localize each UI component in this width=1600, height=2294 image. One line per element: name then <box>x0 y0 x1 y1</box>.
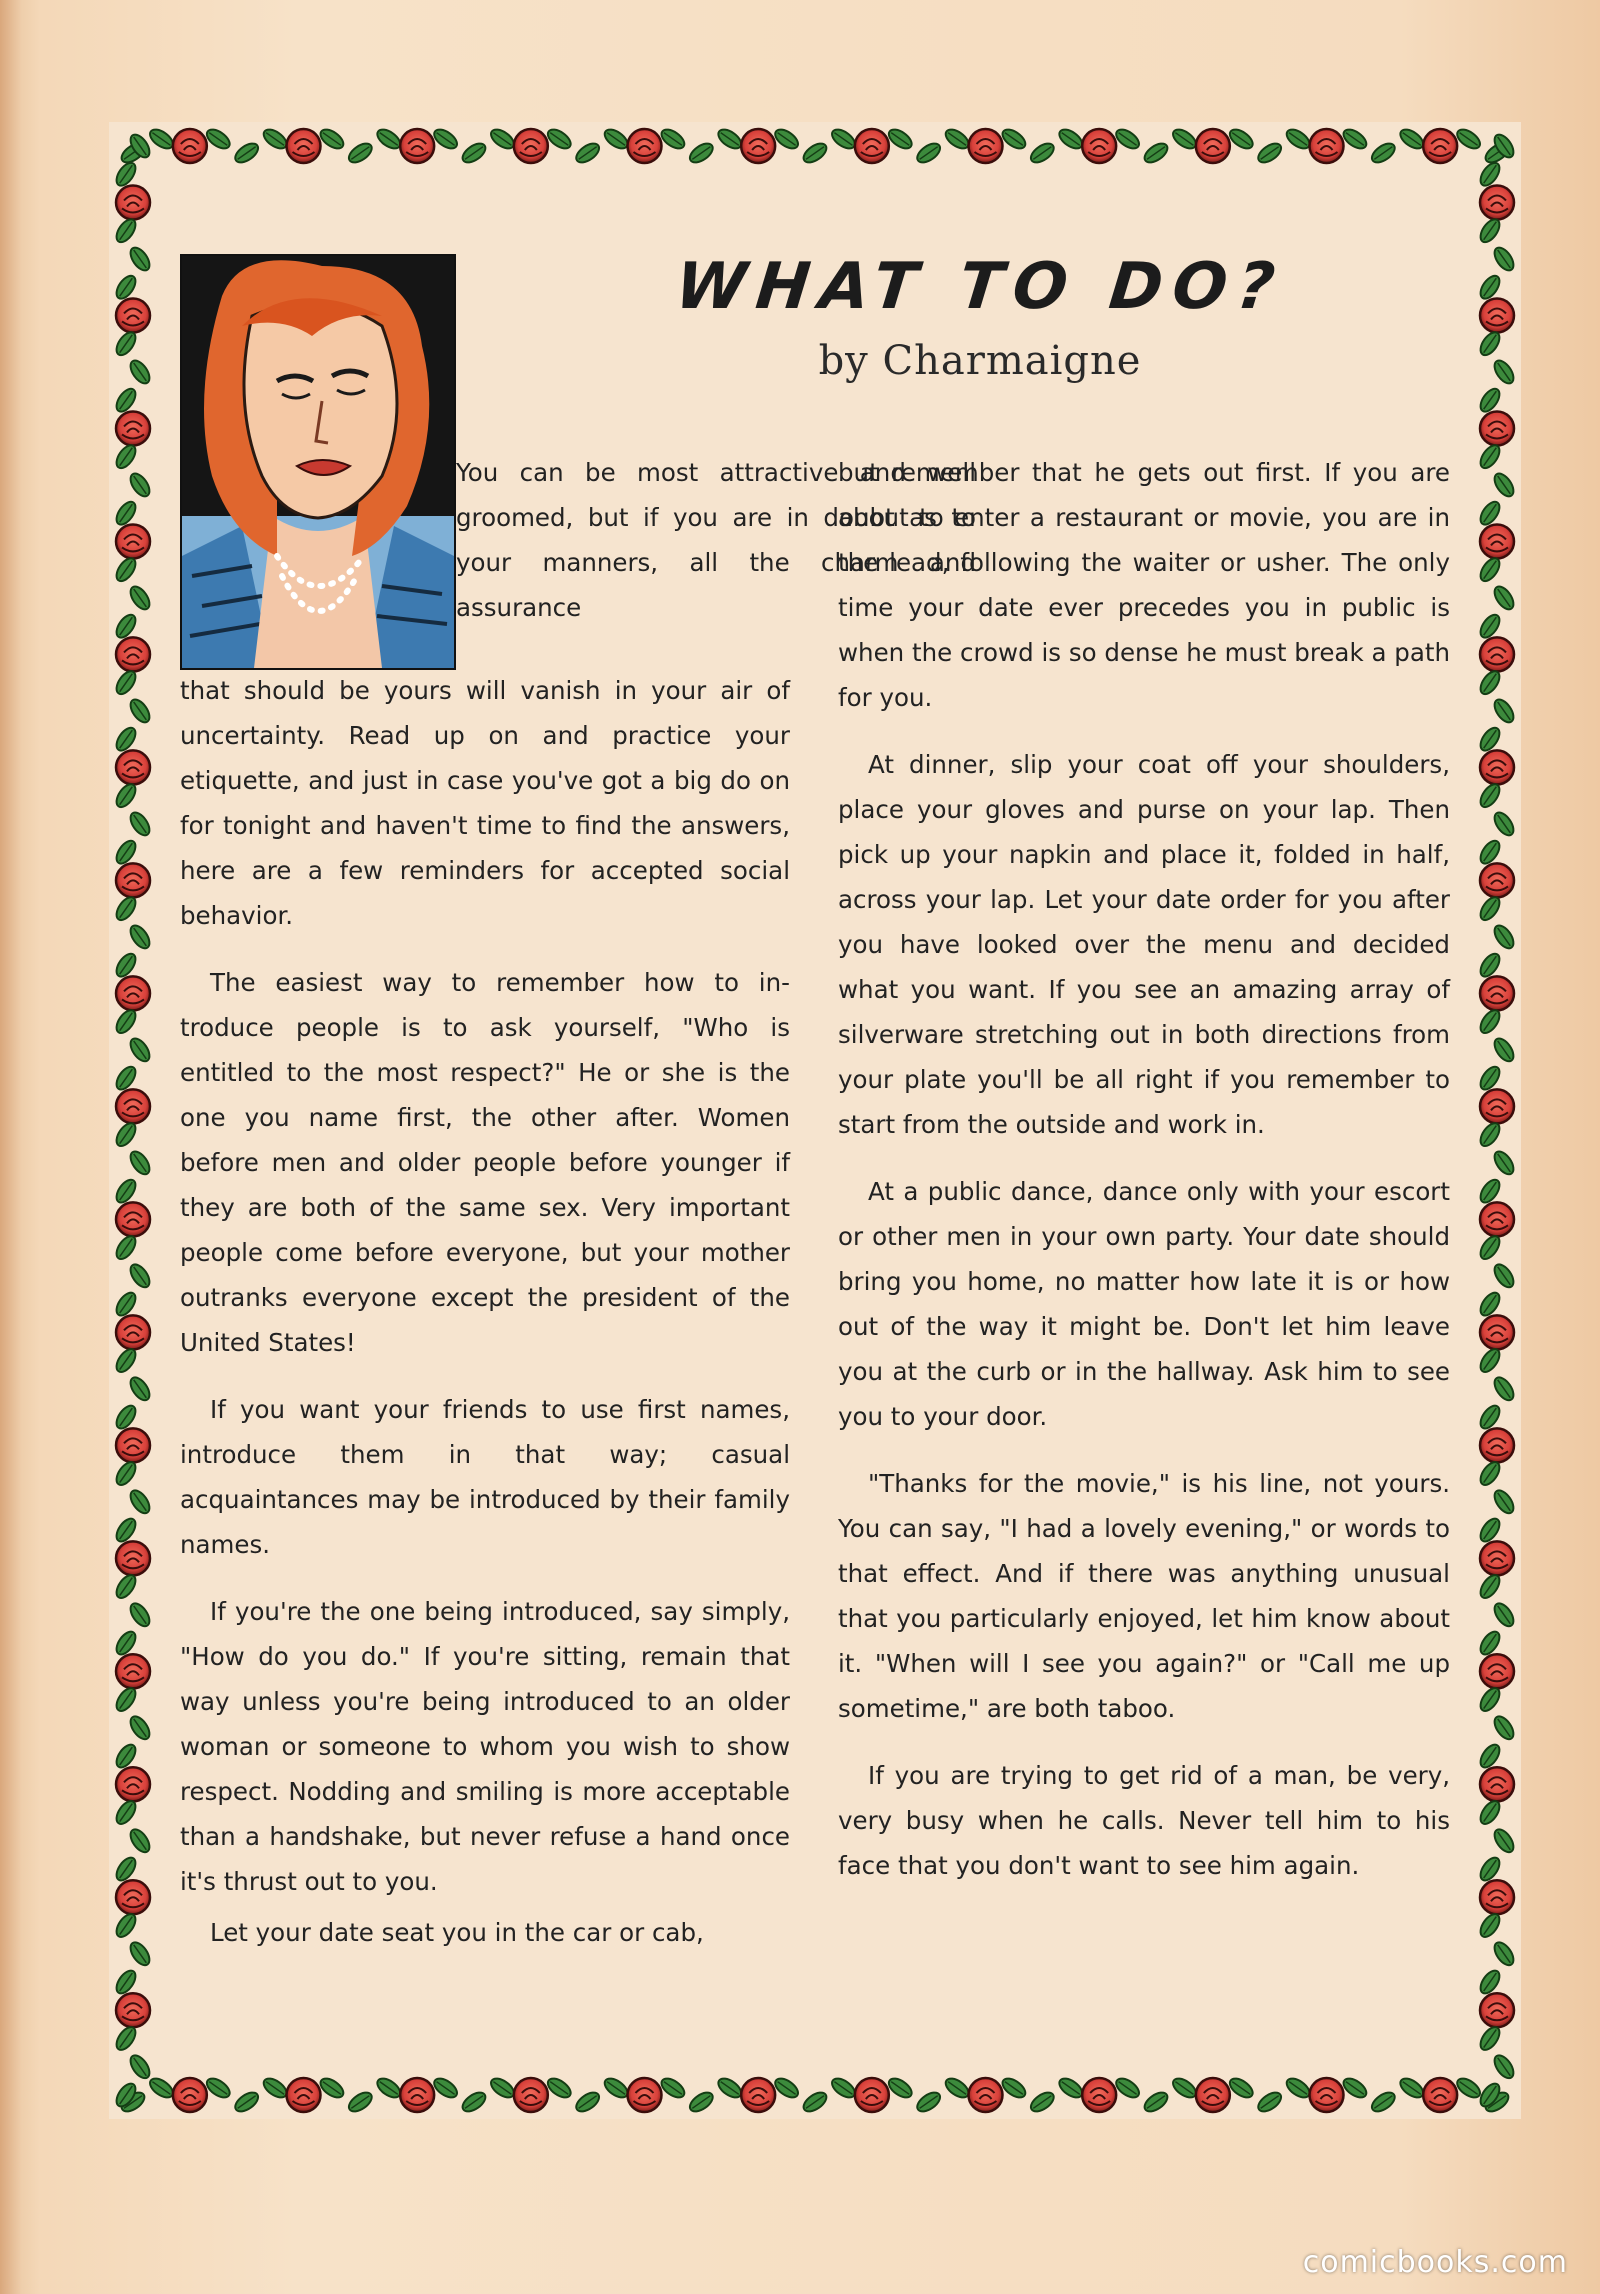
rose-icon <box>1480 1428 1514 1462</box>
paragraph-get-rid: If you are trying to get rid of a man, be very, very busy when he calls. Never tell him to his face that you don't want to see him again. <box>838 1761 1450 1880</box>
intro-paragraph-part1: You can be most attractive and well groomed, but if you are in doubt as to your manners, all the charm and assurance <box>456 458 976 622</box>
woman-portrait-image <box>182 256 454 668</box>
left-column <box>180 668 790 1977</box>
article <box>180 250 1450 2030</box>
rose-icon <box>1310 129 1344 163</box>
rose-icon <box>1480 1880 1514 1914</box>
page-binding-edge <box>0 0 22 2294</box>
rose-icon <box>116 1880 150 1914</box>
rose-icon <box>1480 637 1514 671</box>
rose-icon <box>1082 2078 1116 2112</box>
rose-icon <box>116 1541 150 1575</box>
rose-icon <box>855 129 889 163</box>
rose-icon <box>1423 2078 1457 2112</box>
rose-icon <box>287 129 321 163</box>
rose-icon <box>1480 411 1514 445</box>
rose-icon <box>1480 524 1514 558</box>
rose-icon <box>1480 1315 1514 1349</box>
rose-icon <box>514 129 548 163</box>
rose-icon <box>400 129 434 163</box>
paragraph-dinner: At dinner, slip your coat off your shoulders, place your gloves and purse on your lap. Then pick up your napkin and place it, folded in half, across your lap. Let your date order for you after you have looked over the menu and decided what you want. If you see an amazing array of silverware stretching out in both directions from your plate you'll be all right if you remember to start from the outside and work in. <box>838 750 1450 1139</box>
watermark-text: comicbooks.com <box>1302 2245 1568 2280</box>
rose-icon <box>116 1202 150 1236</box>
rose-icon <box>287 2078 321 2112</box>
rose-icon <box>1196 129 1230 163</box>
rose-icon <box>173 129 207 163</box>
rose-icon <box>1480 750 1514 784</box>
rose-icon <box>116 750 150 784</box>
paragraph-first-names: If you want your friends to use first names, introduce them in that way; casual acquaintances may be introduced by their family names. <box>180 1395 790 1559</box>
paragraph-introductions: The easiest way to remember how to introduce people is to ask yourself, "Who is entitled to the most respect?" He or she is the one you name first, the other after. Women before men and older people before younger if they are both of the same sex. Very important people come before everyone, but your mother outranks everyone except the president of the United States! <box>180 968 790 1357</box>
paragraph-being-introduced: If you're the one being introduced, say simply, "How do you do." If you're sitting, remain that way unless you're being introduced to an older woman or someone to whom you wish to show respect. Nodding and smiling is more acceptable than a handshake, but never refuse a hand once it's thrust out to you. <box>180 1597 790 1896</box>
rose-icon <box>116 976 150 1010</box>
rose-icon <box>116 1315 150 1349</box>
rose-icon <box>741 129 775 163</box>
rose-icon <box>1310 2078 1344 2112</box>
rose-icon <box>1480 1654 1514 1688</box>
rose-icon <box>116 1654 150 1688</box>
paragraph-car-seat: Let your date seat you in the car or cab, <box>210 1918 704 1947</box>
article-title: WHAT TO DO? <box>671 250 1289 324</box>
rose-icon <box>173 2078 207 2112</box>
rose-icon <box>1480 185 1514 219</box>
rose-icon <box>1082 129 1116 163</box>
rose-icon <box>855 2078 889 2112</box>
paragraph-dance: At a public dance, dance only with your escort or other men in your own party. Your date should bring you home, no matter how late it is or how out of the way it might be. Don't let him leave you at the curb or in the hallway. Ask him to see you to your door. <box>838 1177 1450 1431</box>
rose-icon <box>1480 1993 1514 2027</box>
rose-icon <box>1480 298 1514 332</box>
rose-icon <box>741 2078 775 2112</box>
rose-icon <box>1480 1202 1514 1236</box>
portrait-illustration <box>180 254 456 670</box>
paragraph-thanks: "Thanks for the movie," is his line, not yours. You can say, "I had a lovely evening," or words to that effect. And if there was anything unusual that you particularly enjoyed, let him know about it. "When will I see you again?" or "Call me up sometime," are both taboo. <box>838 1469 1450 1723</box>
rose-icon <box>116 1089 150 1123</box>
rose-icon <box>116 1993 150 2027</box>
rose-icon <box>116 524 150 558</box>
paragraph-getting-out: but remember that he gets out first. If you are about to enter a restaurant or movie, you are in the lead, following the waiter or usher. The only time your date ever precedes you in public is when the crowd is so dense he must break a path for you. <box>838 458 1450 712</box>
rose-icon <box>116 1767 150 1801</box>
rose-icon <box>628 2078 662 2112</box>
rose-icon <box>969 2078 1003 2112</box>
rose-icon <box>116 1428 150 1462</box>
rose-icon <box>116 185 150 219</box>
rose-icon <box>400 2078 434 2112</box>
rose-icon <box>116 411 150 445</box>
intro-paragraph-part2: that should be yours will vanish in your air of uncertainty. Read up on and practice your etiquette, and just in case you've got a big do on for tonight and haven't time to find the answers, here are a few reminders for accepted social behavior. <box>180 676 790 930</box>
rose-icon <box>1480 1089 1514 1123</box>
rose-icon <box>514 2078 548 2112</box>
rose-icon <box>628 129 662 163</box>
rose-icon <box>116 298 150 332</box>
rose-icon <box>1480 976 1514 1010</box>
right-column <box>838 450 1450 1910</box>
rose-icon <box>116 863 150 897</box>
rose-icon <box>116 637 150 671</box>
rose-icon <box>1480 863 1514 897</box>
rose-icon <box>1480 1541 1514 1575</box>
rose-icon <box>1423 129 1457 163</box>
article-byline: by Charmaigne <box>818 338 1142 384</box>
rose-icon <box>1480 1767 1514 1801</box>
rose-icon <box>1196 2078 1230 2112</box>
rose-icon <box>969 129 1003 163</box>
